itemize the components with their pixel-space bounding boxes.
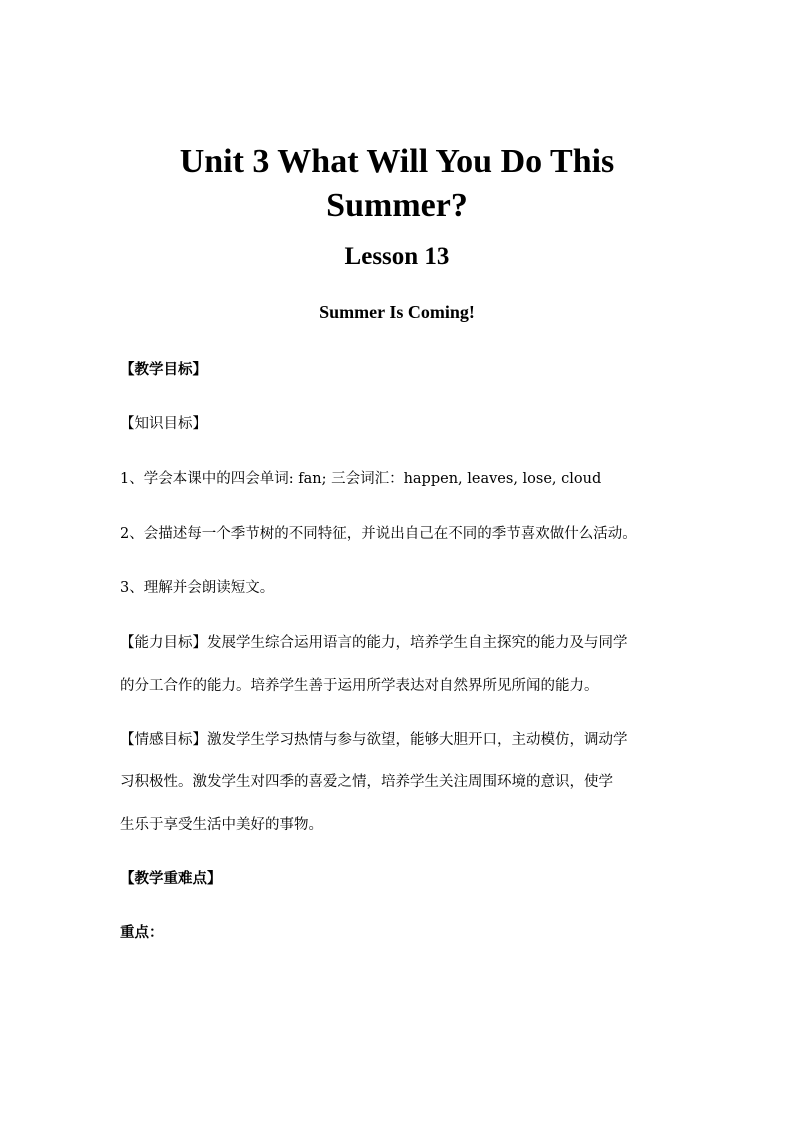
ability-goals-line-1: 【能力目标】发展学生综合运用语言的能力，培养学生自主探究的能力及与同学 [120, 635, 628, 651]
knowledge-item-2: 2、会描述每一个季节树的不同特征，并说出自己在不同的季节喜欢做什么活动。 [120, 526, 637, 542]
emotion-goals-line-2: 习积极性。激发学生对四季的喜爱之情，培养学生关注周围环境的意识，使学 [120, 774, 613, 790]
ability-goals-line-2: 的分工合作的能力。培养学生善于运用所学表达对自然界所见所闻的能力。 [120, 678, 599, 694]
heading-key-points: 重点： [120, 924, 164, 941]
heading-key-difficult-points: 【教学重难点】 [120, 870, 222, 887]
heading-knowledge-goals: 【知识目标】 [120, 416, 207, 432]
title-line-1: Unit 3 What Will You Do This [179, 143, 615, 180]
knowledge-item-3: 3、理解并会朗读短文。 [120, 580, 275, 596]
document-title [120, 140, 674, 228]
title-line-2: Summer? [326, 187, 468, 224]
knowledge-item-1: 1、学会本课中的四会单词: fan; 三会词汇：happen, leaves, lose, cloud [120, 471, 602, 487]
heading-teaching-goals: 【教学目标】 [120, 361, 207, 378]
lesson-heading: Lesson 13 [344, 243, 450, 270]
emotion-goals-line-1: 【情感目标】激发学生学习热情与参与欲望，能够大胆开口，主动模仿，调动学 [120, 732, 628, 748]
lesson-subtitle: Summer Is Coming! [319, 302, 475, 322]
emotion-goals-line-3: 生乐于享受生活中美好的事物。 [120, 817, 323, 833]
